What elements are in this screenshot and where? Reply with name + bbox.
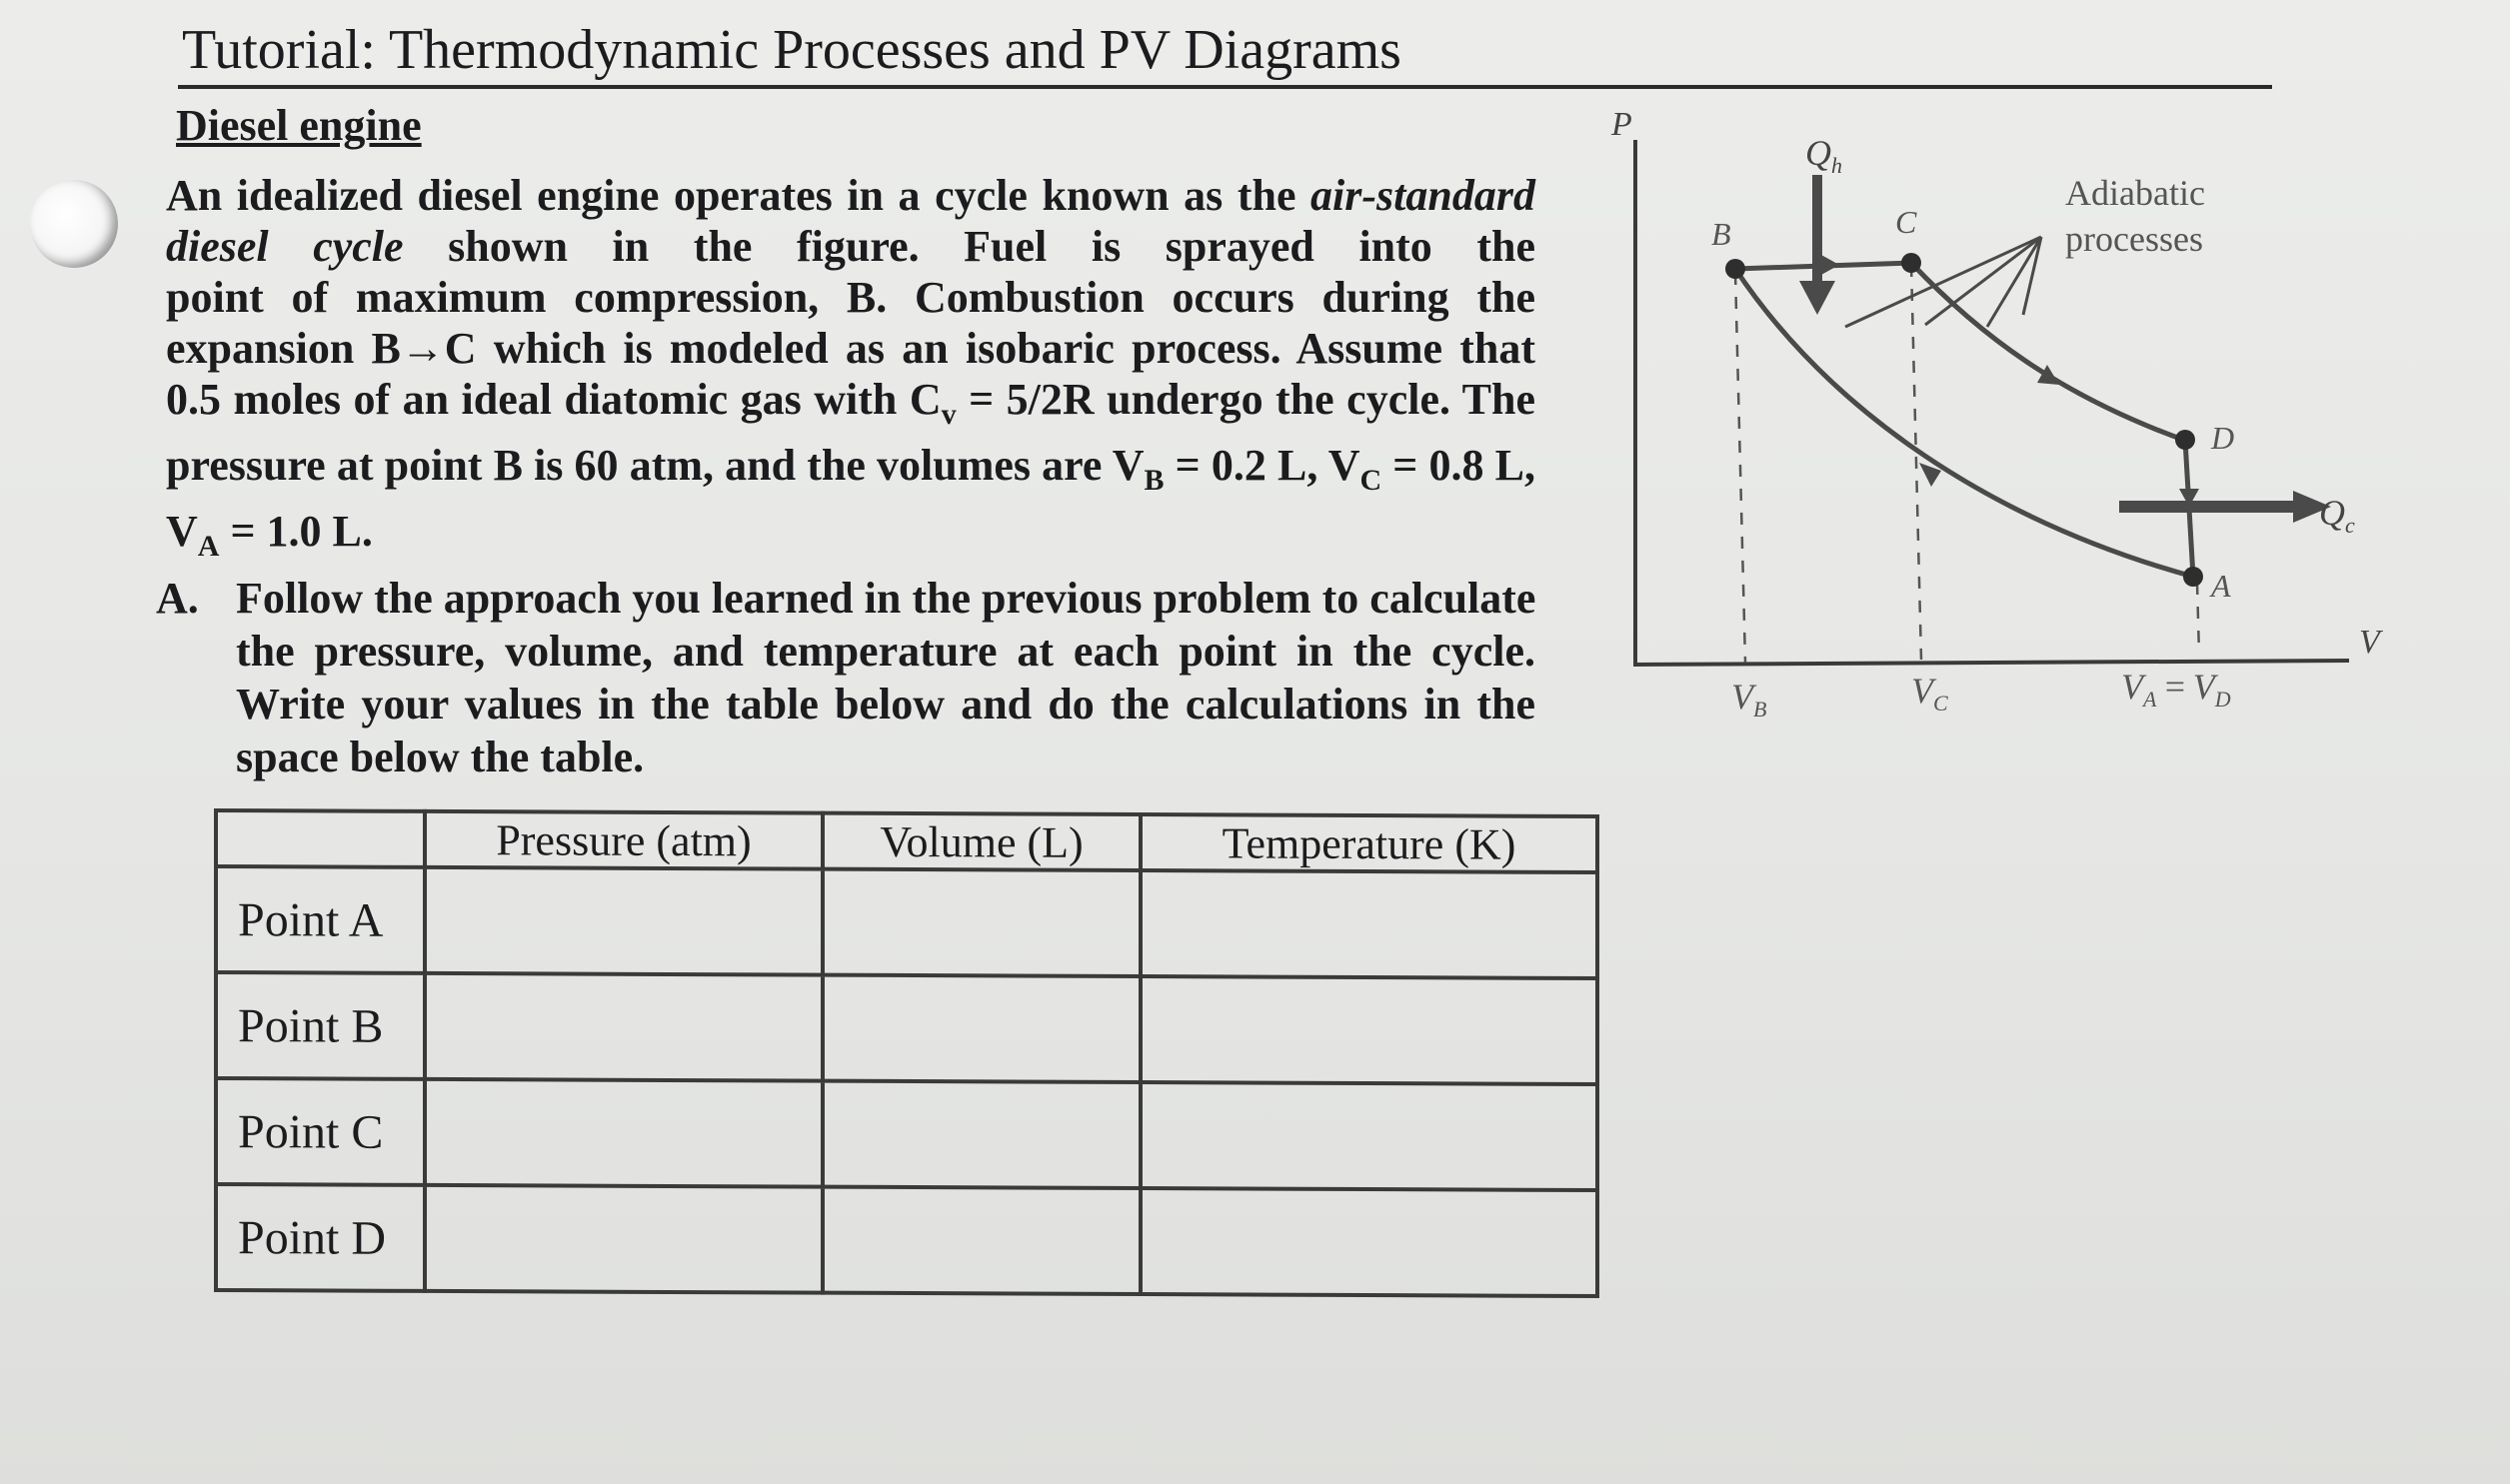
row-label-point-b: Point B: [216, 972, 425, 1079]
point-d-label: D: [2211, 420, 2235, 456]
table-header-pressure: Pressure (atm): [425, 811, 823, 869]
row-label-point-a: Point A: [216, 866, 425, 973]
arrow-cd: [2037, 365, 2059, 385]
point-a-label: A: [2211, 568, 2231, 604]
qh-label: $Q_h$: [1805, 133, 1842, 178]
table-header-row: [216, 810, 1597, 872]
table-row: [216, 1184, 1597, 1296]
cell-temperature-d[interactable]: [1141, 1188, 1597, 1296]
question-line: the pressure, volume, and temperature at each point in the cycle.: [236, 627, 1535, 676]
cell-temperature-b[interactable]: [1141, 976, 1597, 1084]
row-label-point-d: Point D: [216, 1184, 425, 1291]
p-axis-label: P: [1611, 106, 1632, 143]
cell-temperature-a[interactable]: [1141, 870, 1597, 978]
section-heading: Diesel engine: [176, 101, 422, 150]
state-table: [214, 808, 1599, 1298]
cell-volume-c[interactable]: [823, 1081, 1141, 1188]
adiabatic-label: Adiabatic: [2065, 173, 2205, 213]
cell-volume-a[interactable]: [823, 869, 1141, 976]
pv-diagram: [1589, 95, 2389, 725]
intro-line: point of maximum compression, B. Combustion occurs during the: [166, 273, 1535, 322]
point-d-marker: [2175, 430, 2195, 450]
cell-pressure-a[interactable]: [425, 867, 823, 975]
table-row: [216, 972, 1597, 1084]
point-c-marker: [1901, 253, 1921, 273]
intro-line: $V_A = 1.0$ L.: [166, 506, 373, 563]
vc-label: $V_C$: [1911, 671, 1948, 716]
table-header-cell: [216, 810, 425, 867]
intro-line: expansion B→C which is modeled as an isobaric process. Assume that: [166, 324, 1535, 373]
vb-label: $V_B$: [1731, 677, 1767, 722]
cell-volume-b[interactable]: [823, 975, 1141, 1082]
qh-arrow-shaft: [1812, 175, 1822, 285]
binder-punch-hole: [30, 180, 118, 268]
question-label: A.: [156, 574, 199, 623]
intro-line: pressure at point B is 60 atm, and the volumes are $V_B = 0.2$ L, $V_C = 0.8$ L,: [166, 440, 1536, 497]
page-title: Tutorial: Thermodynamic Processes and PV Diagrams: [182, 19, 1401, 81]
intro-line: diesel cycle shown in the figure. Fuel is sprayed into the: [166, 222, 1536, 271]
qh-arrow-head: [1799, 281, 1835, 315]
vb-guide-line: [1735, 273, 1745, 663]
v-axis: [1633, 661, 2349, 665]
intro-line: An idealized diesel engine operates in a cycle known as the air-standard: [166, 171, 1535, 220]
intro-italic-term: air-standard: [1310, 171, 1535, 220]
qc-arrow-shaft: [2119, 501, 2299, 513]
table-row: [216, 866, 1597, 978]
intro-line: 0.5 moles of an ideal diatomic gas with $C_v = 5/2R$ undergo the cycle. The: [166, 375, 1535, 431]
point-a-marker: [2183, 567, 2203, 587]
intro-paragraph: [166, 170, 1535, 571]
cell-pressure-c[interactable]: [425, 1079, 823, 1187]
va-guide-line: [2197, 583, 2199, 655]
cell-pressure-d[interactable]: [425, 1185, 823, 1293]
cell-pressure-b[interactable]: [425, 973, 823, 1081]
v-axis-label: V: [2359, 624, 2380, 661]
title-divider: [178, 85, 2272, 89]
cell-temperature-c[interactable]: [1141, 1082, 1597, 1190]
question-line: Follow the approach you learned in the previous problem to calculate: [236, 574, 1536, 623]
point-b-marker: [1725, 259, 1745, 279]
arrow-bc: [1821, 255, 1839, 275]
adiabat-cd: [1911, 263, 2183, 440]
table-row: [216, 1078, 1597, 1190]
va-vd-label: $V_A = V_D$: [2121, 667, 2231, 712]
question-line: Write your values in the table below and do the calculations in the: [236, 680, 1535, 729]
cell-volume-d[interactable]: [823, 1187, 1141, 1294]
processes-label: processes: [2065, 219, 2203, 259]
adiabatic-pointer-3: [1845, 237, 2041, 327]
qc-label: $Q_c$: [2319, 493, 2355, 538]
question-line: space below the table.: [236, 733, 645, 781]
table-header-volume: Volume (L): [823, 813, 1141, 870]
row-label-point-c: Point C: [216, 1078, 425, 1185]
vc-guide-line: [1911, 265, 1921, 660]
table-header-temperature: Temperature (K): [1141, 814, 1597, 872]
point-b-label: B: [1711, 216, 1731, 252]
point-c-label: C: [1895, 204, 1917, 240]
question-a: [156, 572, 1535, 783]
